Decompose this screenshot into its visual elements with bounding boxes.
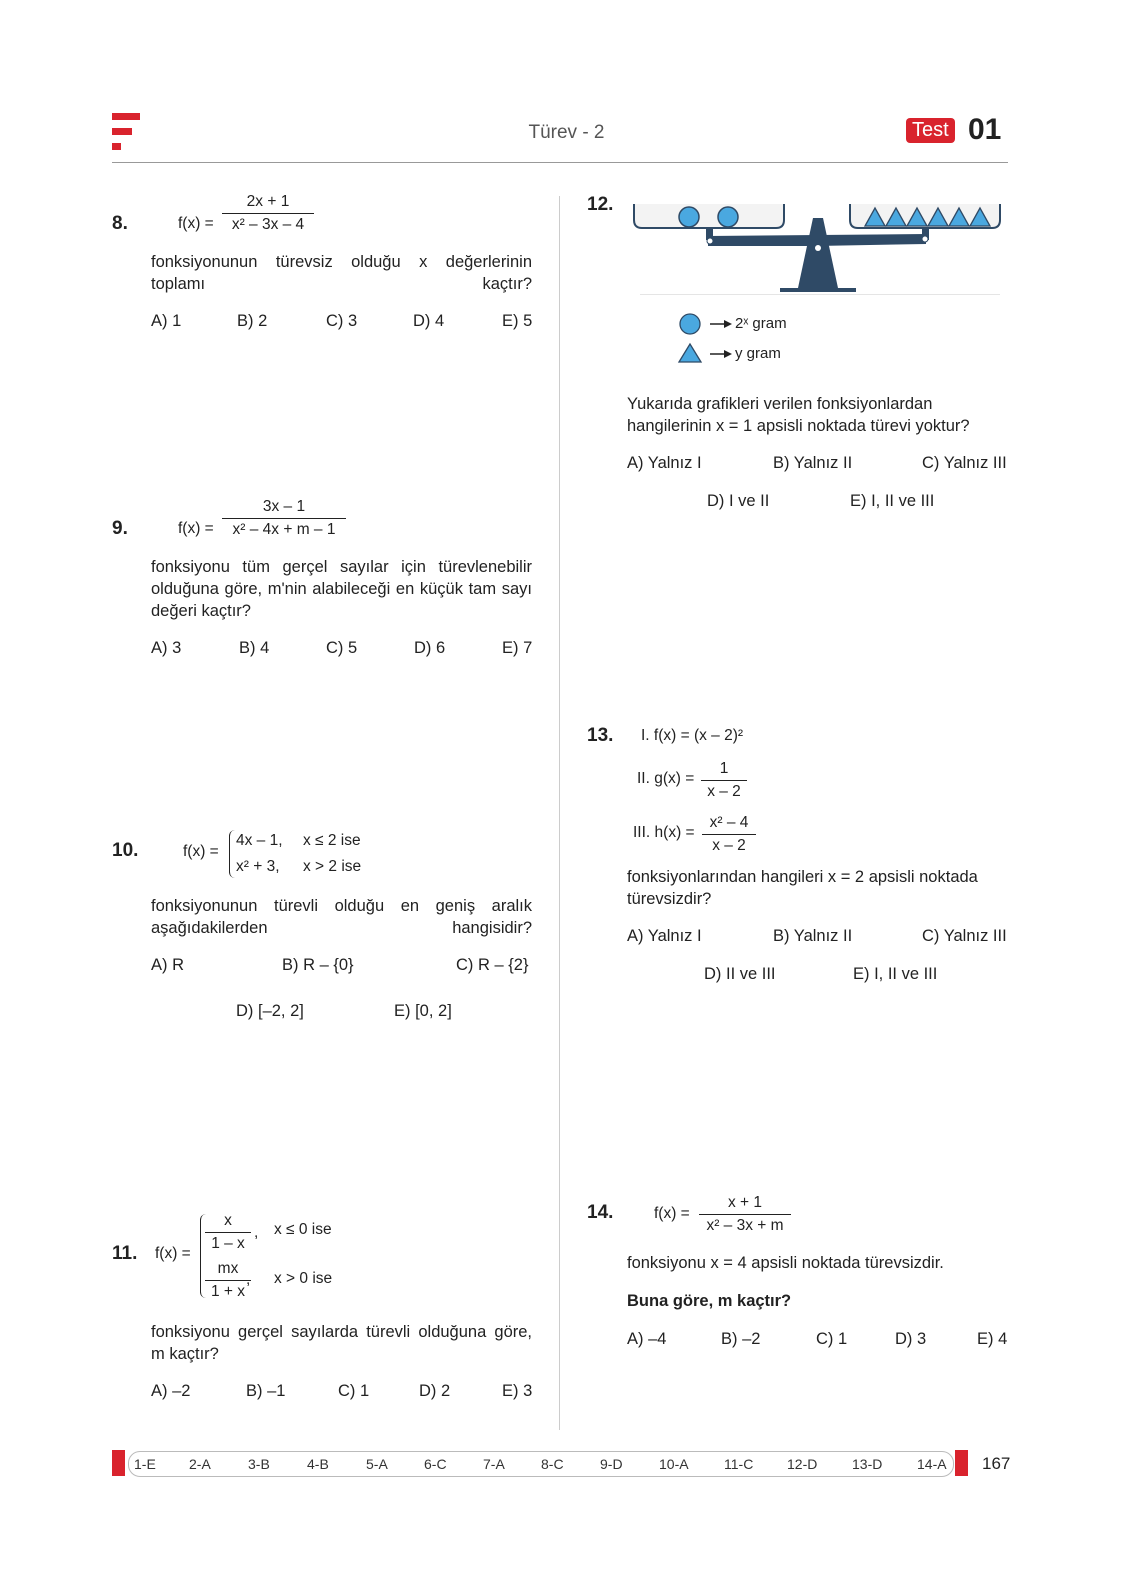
circle-weight-icon xyxy=(679,207,699,227)
item-3-lhs: III. h(x) = xyxy=(633,824,695,841)
question-text: fonksiyonu x = 4 apsisli noktada türevsizdir. xyxy=(627,1254,944,1272)
answer-key-item: 2-A xyxy=(189,1456,211,1472)
fraction-numerator: mx xyxy=(205,1260,251,1281)
option-d[interactable]: D) I ve II xyxy=(707,492,770,510)
answer-key-item: 10-A xyxy=(659,1456,689,1472)
function-lhs: f(x) = xyxy=(178,215,214,232)
question-text: fonksiyonlarından hangileri x = 2 apsisli noktada türevsizdir? xyxy=(627,868,978,908)
option-a[interactable]: A) 1 xyxy=(151,312,182,330)
header-divider xyxy=(112,162,1008,163)
case-1-fraction xyxy=(205,1212,251,1253)
answer-key-item: 1-E xyxy=(134,1456,156,1472)
fraction-denominator: x – 2 xyxy=(712,837,746,854)
fraction-denominator: 1 + x xyxy=(210,1283,246,1300)
option-d[interactable]: D) II ve III xyxy=(704,965,776,983)
option-e[interactable]: E) 7 xyxy=(502,639,533,657)
question-prompt: Buna göre, m kaçtır? xyxy=(627,1292,792,1310)
question-number: 10. xyxy=(112,840,139,861)
answer-key-item: 5-A xyxy=(366,1456,388,1472)
fraction-numerator: 3x – 1 xyxy=(222,498,346,519)
option-d[interactable]: D) 3 xyxy=(895,1330,927,1348)
page-number: 167 xyxy=(982,1454,1011,1473)
question-text: fonksiyonunun türevsiz olduğu x değerlerinin toplamı kaçtır? xyxy=(151,253,532,293)
option-a[interactable]: A) –2 xyxy=(151,1382,191,1400)
option-a[interactable]: A) –4 xyxy=(627,1330,667,1348)
question-number: 12. xyxy=(587,194,614,215)
option-a[interactable]: A) Yalnız I xyxy=(627,927,702,945)
fraction-denominator: 1 – x xyxy=(211,1235,245,1252)
option-e[interactable]: E) I, II ve III xyxy=(850,492,935,510)
question-number: 14. xyxy=(587,1202,614,1223)
legend-triangle-label: y gram xyxy=(735,345,781,362)
option-d[interactable]: D) 6 xyxy=(414,639,446,657)
option-b[interactable]: B) Yalnız II xyxy=(773,927,853,945)
question-number: 13. xyxy=(587,725,614,746)
option-b[interactable]: B) 2 xyxy=(237,312,268,330)
function-lhs: f(x) = xyxy=(178,520,214,537)
answer-key-item: 14-A xyxy=(917,1456,947,1472)
fraction xyxy=(699,1194,791,1235)
test-number: 01 xyxy=(968,113,1002,146)
fraction-numerator: x + 1 xyxy=(699,1194,791,1215)
question-number: 9. xyxy=(112,518,128,539)
circle-weight-icon xyxy=(718,207,738,227)
fraction-denominator: x – 2 xyxy=(707,783,741,800)
option-d[interactable]: D) 2 xyxy=(419,1382,451,1400)
option-e[interactable]: E) 5 xyxy=(502,312,533,330)
answer-key-item: 4-B xyxy=(307,1456,329,1472)
question-text: fonksiyonu gerçel sayılarda türevli olduğuna göre, m kaçtır? xyxy=(151,1323,532,1363)
case-1-expression: 4x – 1, xyxy=(236,832,283,849)
option-c[interactable]: C) 3 xyxy=(326,312,358,330)
legend-circle-label: 2ˣ gram xyxy=(735,315,787,332)
option-b[interactable]: B) Yalnız II xyxy=(773,454,853,472)
balance-scale-illustration xyxy=(630,196,1008,300)
answer-key-item: 6-C xyxy=(424,1456,447,1472)
fraction-numerator: x xyxy=(205,1212,251,1233)
option-c[interactable]: C) 5 xyxy=(326,639,358,657)
fraction-numerator: 2x + 1 xyxy=(222,193,314,214)
scale-stand xyxy=(798,218,838,288)
page-title: Türev - 2 xyxy=(528,122,605,143)
answer-key-item: 12-D xyxy=(787,1456,818,1472)
option-a[interactable]: A) R xyxy=(151,956,184,974)
function-lhs: f(x) = xyxy=(654,1205,690,1222)
fraction xyxy=(222,193,314,234)
item-2-fraction xyxy=(701,760,747,801)
fraction-denominator: x² – 3x + m xyxy=(706,1217,784,1234)
option-c[interactable]: C) 1 xyxy=(816,1330,848,1348)
answer-key-item: 13-D xyxy=(852,1456,883,1472)
answer-key-item: 11-C xyxy=(724,1456,754,1472)
function-lhs: f(x) = xyxy=(183,843,219,860)
item-2-lhs: II. g(x) = xyxy=(637,770,695,787)
answer-key-item: 9-D xyxy=(600,1456,623,1472)
fraction-numerator: 1 xyxy=(701,760,747,781)
arrow-icon xyxy=(710,318,732,330)
case-1-condition: x ≤ 0 ise xyxy=(274,1221,332,1238)
option-d[interactable]: D) [–2, 2] xyxy=(236,1002,304,1020)
option-b[interactable]: B) –1 xyxy=(246,1382,286,1400)
fraction-numerator: x² – 4 xyxy=(702,814,756,835)
test-badge: Test xyxy=(906,118,955,143)
piecewise-brace xyxy=(229,830,236,878)
footer-red-block-left xyxy=(112,1450,125,1476)
option-b[interactable]: B) –2 xyxy=(721,1330,761,1348)
option-c[interactable]: C) Yalnız III xyxy=(922,454,1007,472)
option-e[interactable]: E) I, II ve III xyxy=(853,965,938,983)
function-lhs: f(x) = xyxy=(155,1245,191,1262)
circle-legend-icon xyxy=(678,312,702,336)
option-e[interactable]: E) 3 xyxy=(502,1382,533,1400)
fraction-denominator: x² – 4x + m – 1 xyxy=(232,521,336,538)
item-1: I. f(x) = (x – 2)² xyxy=(641,727,744,744)
case-2-expression: x² + 3, xyxy=(236,858,280,875)
option-a[interactable]: A) 3 xyxy=(151,639,182,657)
option-c[interactable]: C) Yalnız III xyxy=(922,927,1007,945)
arrow-icon xyxy=(710,348,732,360)
case-2-condition: x > 2 ise xyxy=(303,858,362,875)
question-text: fonksiyonu tüm gerçel sayılar için türevlenebilir olduğuna göre, m'nin alabileceği en küçük tam sayı değeri kaçtır? xyxy=(151,558,532,620)
answer-key-item: 7-A xyxy=(483,1456,505,1472)
column-divider xyxy=(559,196,560,1430)
option-e[interactable]: E) 4 xyxy=(977,1330,1008,1348)
question-number: 8. xyxy=(112,213,128,234)
question-number: 11. xyxy=(112,1243,138,1264)
case-2-condition: x > 0 ise xyxy=(274,1270,333,1287)
option-d[interactable]: D) 4 xyxy=(413,312,445,330)
triangle-legend-icon xyxy=(677,342,703,364)
option-c[interactable]: C) 1 xyxy=(338,1382,370,1400)
question-text: Yukarıda grafikleri verilen fonksiyonlardan hangilerinin x = 1 apsisli noktada türevi yoktur? xyxy=(627,395,970,435)
case-1-condition: x ≤ 2 ise xyxy=(303,832,361,849)
question-text: fonksiyonunun türevli olduğu en geniş aralık aşağıdakilerden hangisidir? xyxy=(151,897,532,937)
answer-key-item: 8-C xyxy=(541,1456,564,1472)
footer-red-block-right xyxy=(955,1450,968,1476)
fraction xyxy=(222,498,346,539)
option-b[interactable]: B) 4 xyxy=(239,639,270,657)
option-a[interactable]: A) Yalnız I xyxy=(627,454,702,472)
option-b[interactable]: B) R – {0} xyxy=(282,956,354,974)
case-2-fraction xyxy=(205,1260,251,1301)
option-e[interactable]: E) [0, 2] xyxy=(394,1002,452,1020)
answer-key-item: 3-B xyxy=(248,1456,270,1472)
item-3-fraction xyxy=(702,814,756,855)
fraction-denominator: x² – 3x – 4 xyxy=(231,216,305,233)
left-pan xyxy=(634,204,784,228)
option-c[interactable]: C) R – {2} xyxy=(456,956,529,974)
